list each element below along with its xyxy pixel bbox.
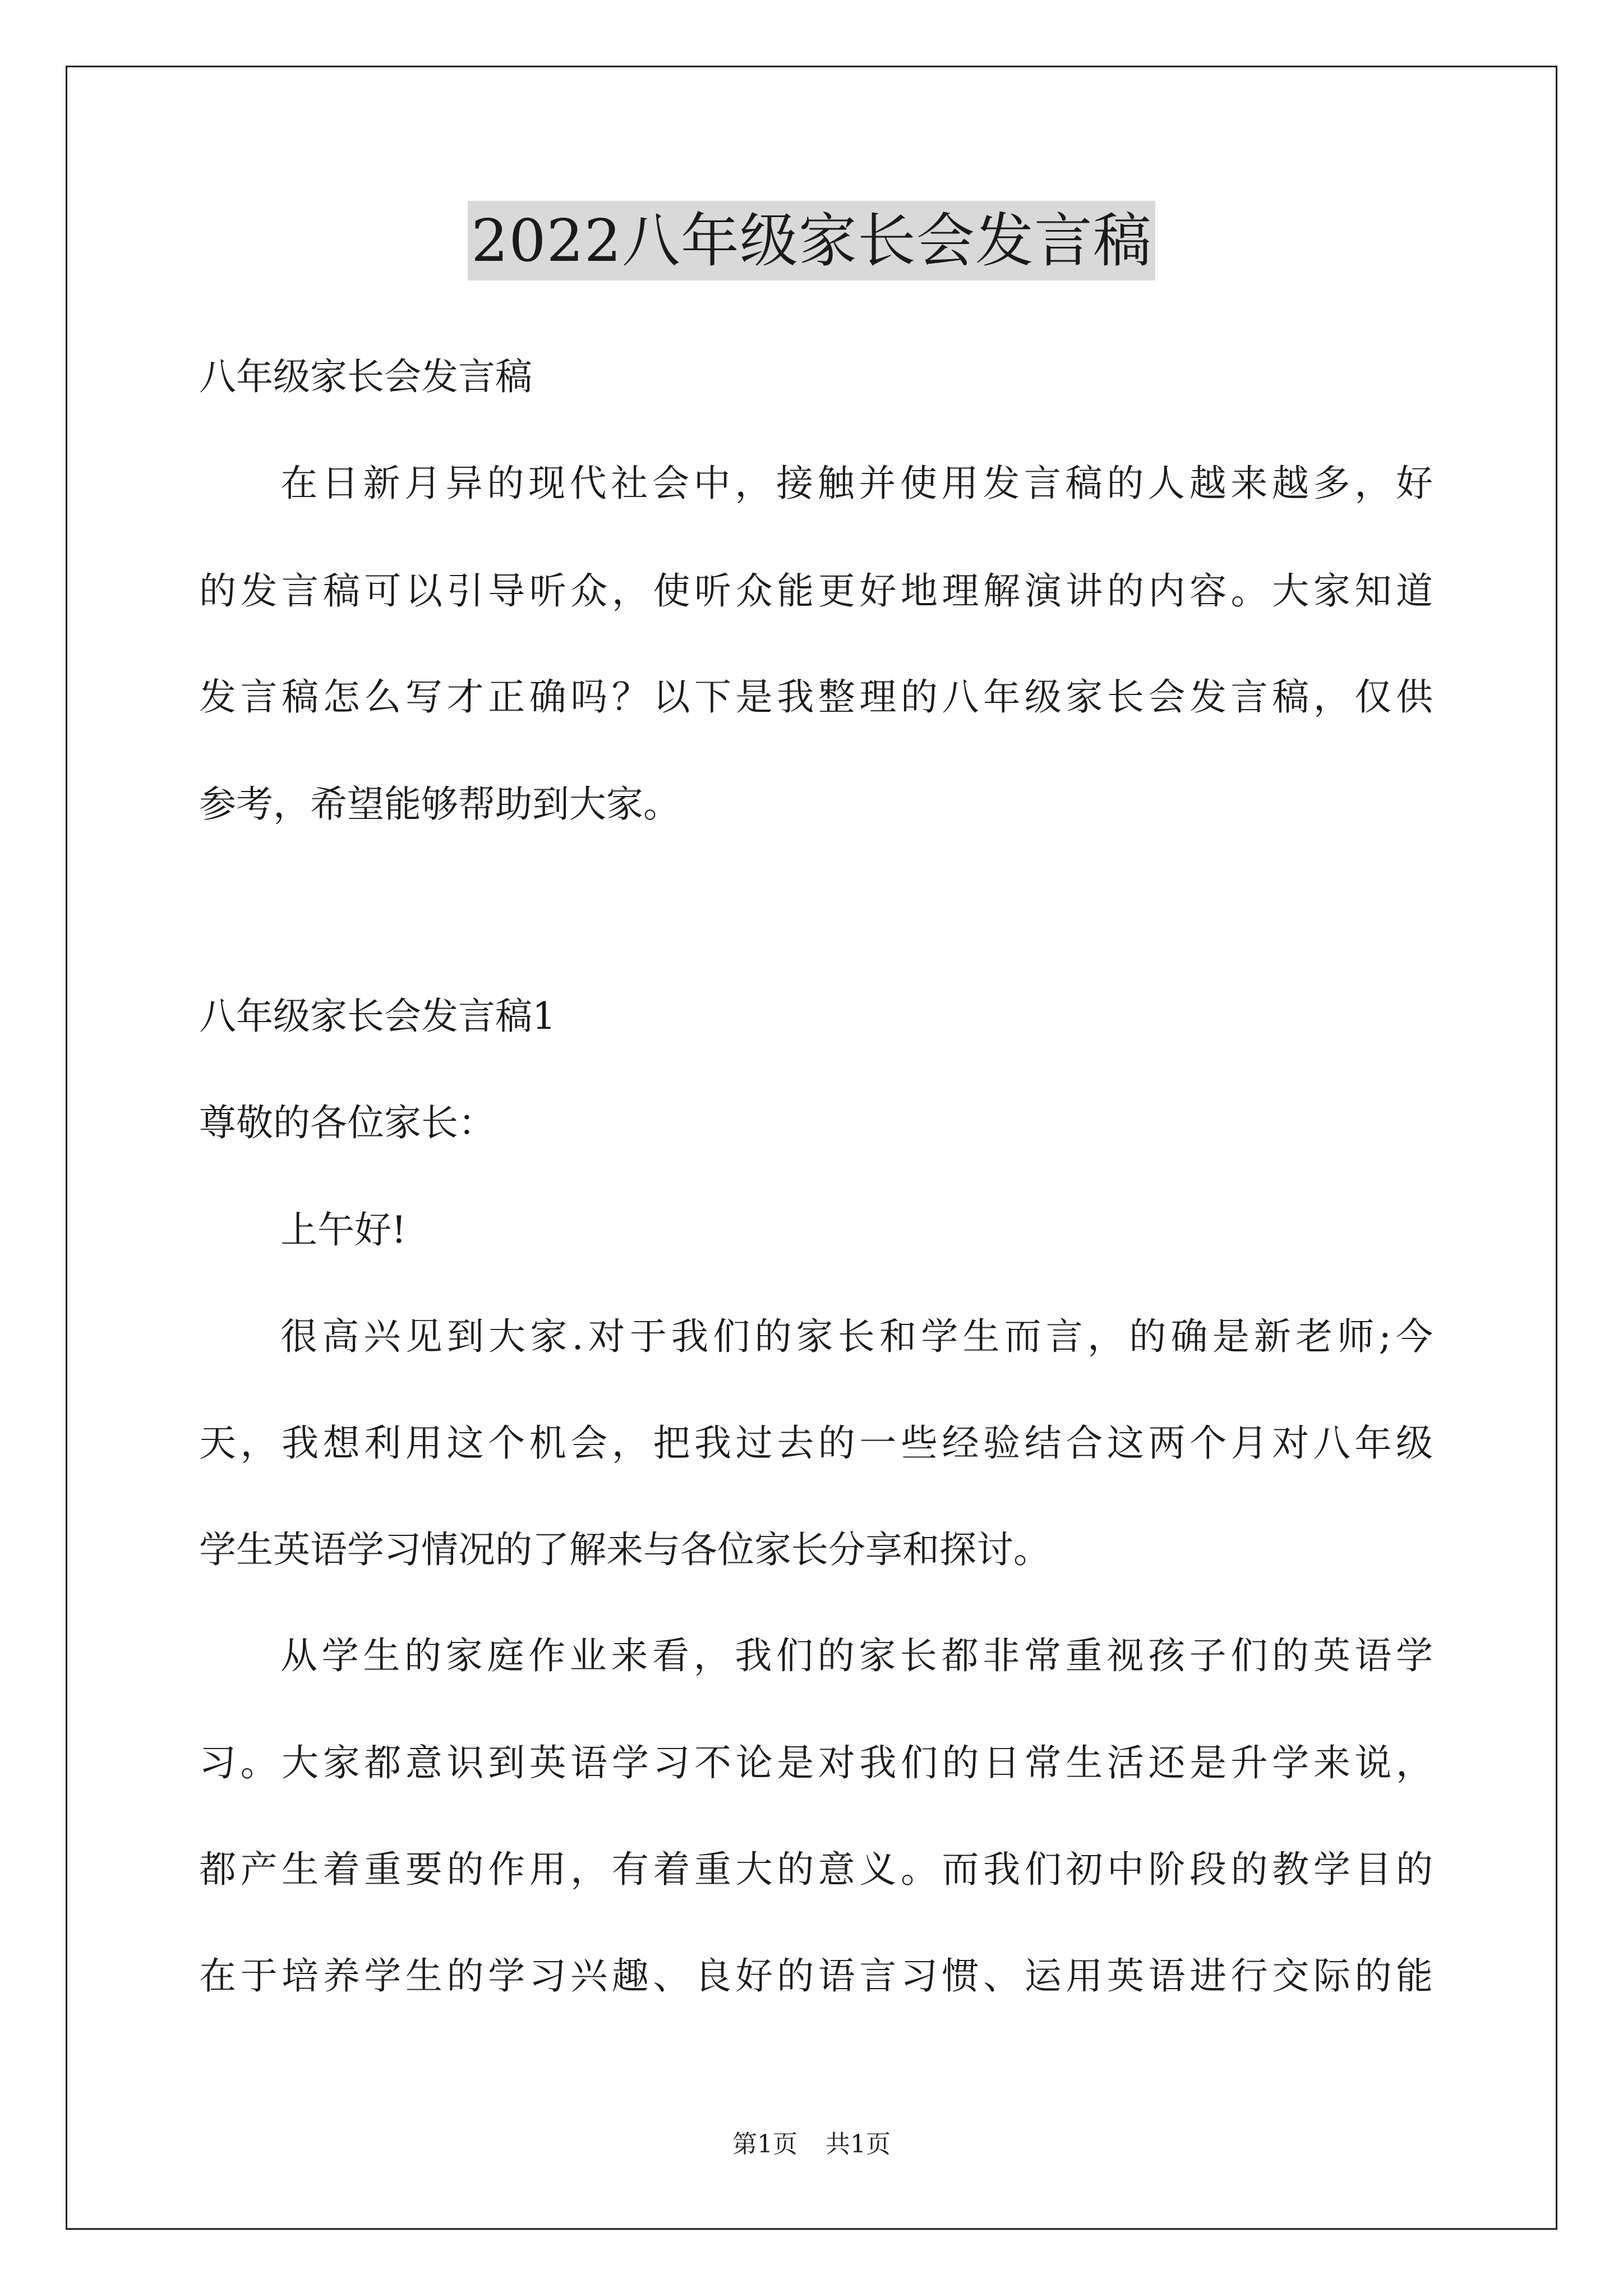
paragraph-line: 的发言稿可以引导听众，使听众能更好地理解演讲的内容。大家知道 <box>199 569 1433 613</box>
page-footer <box>0 2129 1623 2160</box>
page-number-current: 第1页 <box>732 2130 797 2159</box>
page-number-total: 共1页 <box>826 2130 891 2159</box>
paragraph-line: 从学生的家庭作业来看，我们的家长都非常重视孩子们的英语学 <box>280 1634 1433 1677</box>
paragraph-line: 习。大家都意识到英语学习不论是对我们的日常生活还是升学来说， <box>199 1741 1433 1784</box>
paragraph-line: 参考，希望能够帮助到大家。 <box>199 783 680 826</box>
salutation: 尊敬的各位家长： <box>199 1101 495 1144</box>
paragraph-line: 发言稿怎么写才正确吗？以下是我整理的八年级家长会发言稿，仅供 <box>199 675 1433 719</box>
title-container <box>0 201 1623 280</box>
greeting: 上午好! <box>280 1208 407 1251</box>
section-heading: 八年级家长会发言稿1 <box>199 995 556 1038</box>
paragraph-line: 天，我想利用这个机会，把我过去的一些经验结合这两个月对八年级 <box>199 1421 1433 1465</box>
paragraph-line: 很高兴见到大家.对于我们的家长和学生而言，的确是新老师;今 <box>280 1315 1433 1358</box>
document-title: 2022八年级家长会发言稿 <box>468 201 1155 280</box>
paragraph-line: 学生英语学习情况的了解来与各位家长分享和探讨。 <box>199 1528 1050 1571</box>
paragraph-line: 在于培养学生的学习兴趣、良好的语言习惯、运用英语进行交际的能 <box>199 1954 1433 1998</box>
paragraph-line: 都产生着重要的作用，有着重大的意义。而我们初中阶段的教学目的 <box>199 1848 1433 1891</box>
paragraph-line: 在日新月异的现代社会中，接触并使用发言稿的人越来越多，好 <box>280 462 1433 505</box>
section-heading: 八年级家长会发言稿 <box>199 355 532 398</box>
